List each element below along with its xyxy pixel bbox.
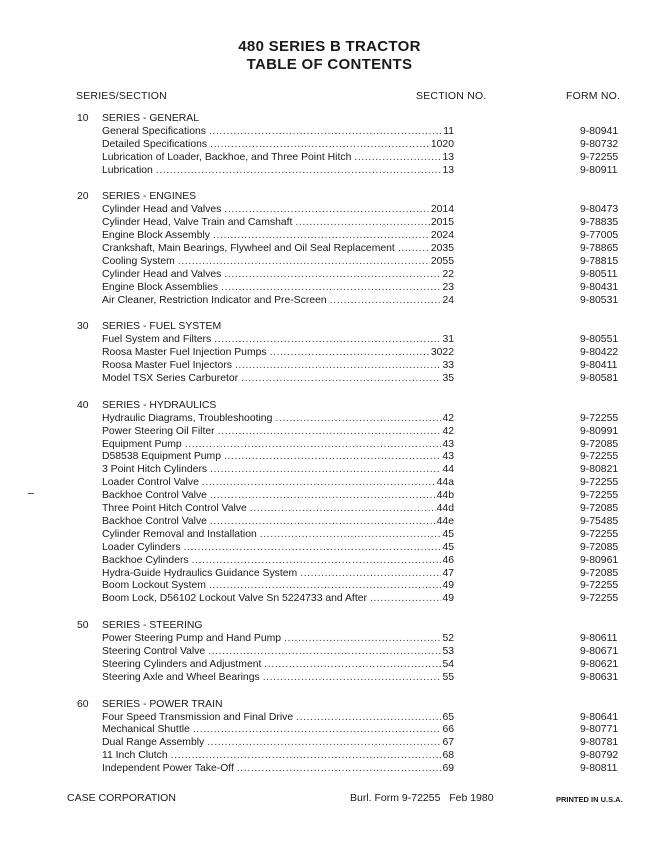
entry-title: Loader Control Valve	[102, 477, 199, 489]
entry-form-number: 9-72255	[580, 151, 619, 163]
entry-section-number: 49	[442, 593, 454, 605]
toc-entry	[0, 347, 659, 360]
entry-title: Backhoe Cylinders	[102, 554, 189, 566]
toc-section	[0, 699, 659, 776]
entry-section-number: 55	[442, 671, 454, 683]
entry-section-number: 2035	[430, 243, 454, 255]
toc-entry	[0, 269, 659, 282]
entry-title: Roosa Master Fuel Injectors	[102, 360, 232, 372]
column-header-form: FORM NO.	[566, 90, 621, 102]
entry-title: Four Speed Transmission and Final Drive	[102, 711, 294, 723]
entry-form-number: 9-72255	[580, 580, 619, 592]
section-title: SERIES - GENERAL	[102, 113, 200, 124]
section-heading	[0, 620, 659, 633]
footer-printed: PRINTED IN U.S.A.	[556, 795, 623, 804]
section-heading	[0, 191, 659, 204]
toc-entry	[0, 593, 659, 606]
toc-entry	[0, 282, 659, 295]
entry-title: Engine Block Assemblies	[102, 281, 219, 293]
entry-title: Backhoe Control Valve	[102, 515, 207, 527]
entry-section-number: 44e	[436, 515, 454, 527]
toc-entry	[0, 243, 659, 256]
dot-leader	[185, 439, 442, 452]
margin-mark	[28, 493, 34, 494]
entry-form-number: 9-80473	[580, 204, 619, 216]
entry-form-number: 9-80961	[580, 554, 619, 566]
dot-leader	[210, 516, 436, 529]
toc-entry	[0, 477, 659, 490]
entry-form-number: 9-78865	[580, 243, 619, 255]
toc-entry	[0, 672, 659, 685]
toc-entry	[0, 516, 659, 529]
column-header-series: SERIES/SECTION	[76, 90, 167, 102]
entry-title: Cylinder Removal and Installation	[102, 528, 257, 540]
dot-leader	[295, 217, 429, 230]
entry-form-number: 9-80411	[580, 360, 618, 372]
section-heading	[0, 321, 659, 334]
entry-section-number: 3022	[430, 347, 454, 359]
entry-title: Fuel System and Filters	[102, 334, 212, 346]
entry-section-number: 13	[442, 164, 454, 176]
dot-leader	[224, 451, 441, 464]
entry-title: Air Cleaner, Restriction Indicator and Pre-Screen	[102, 294, 327, 306]
toc-entry	[0, 126, 659, 139]
section-title: SERIES - ENGINES	[102, 191, 197, 203]
document-subtitle: TABLE OF CONTENTS	[246, 56, 413, 73]
entry-section-number: 42	[442, 412, 454, 424]
entry-form-number: 9-72085	[580, 541, 619, 553]
toc-entry	[0, 763, 659, 776]
toc-entry	[0, 542, 659, 555]
section-heading	[0, 400, 659, 413]
entry-title: Three Point Hitch Control Valve	[102, 503, 247, 515]
toc-entry	[0, 555, 659, 568]
dot-leader	[224, 269, 441, 282]
entry-section-number: 44d	[436, 503, 454, 515]
section-title: SERIES - STEERING	[102, 620, 203, 632]
entry-form-number: 9-80511	[580, 268, 618, 280]
toc-entry	[0, 451, 659, 464]
dot-leader	[184, 542, 442, 555]
entry-form-number: 9-80422	[580, 347, 619, 359]
entry-form-number: 9-80551	[580, 334, 619, 346]
section-number: 60	[77, 698, 89, 710]
dot-leader	[296, 712, 441, 725]
entry-section-number: 2015	[430, 217, 454, 229]
entry-section-number: 49	[442, 580, 454, 592]
toc-entry	[0, 712, 659, 725]
entry-title: Steering Cylinders and Adjustment	[102, 658, 262, 670]
dot-leader	[260, 529, 442, 542]
entry-form-number: 9-80781	[580, 737, 619, 749]
entry-section-number: 44	[442, 464, 454, 476]
entry-form-number: 9-80581	[580, 373, 619, 385]
dot-leader	[264, 659, 441, 672]
entry-section-number: 45	[442, 528, 454, 540]
dot-leader	[192, 555, 442, 568]
dot-leader	[235, 360, 442, 373]
dot-leader	[193, 724, 442, 737]
section-title: SERIES - HYDRAULICS	[102, 399, 217, 411]
entry-form-number: 9-72255	[580, 477, 619, 489]
dot-leader	[210, 139, 430, 152]
section-number: 30	[77, 321, 89, 333]
entry-title: 3 Point Hitch Cylinders	[102, 464, 208, 476]
entry-form-number: 9-80671	[580, 645, 619, 657]
dot-leader	[209, 126, 442, 139]
entry-title: General Specifications	[102, 125, 206, 137]
toc-entry	[0, 464, 659, 477]
toc-entry	[0, 373, 659, 386]
table-of-contents	[0, 113, 659, 790]
entry-form-number: 9-80991	[580, 425, 619, 437]
dot-leader	[208, 646, 441, 659]
entry-section-number: 33	[442, 360, 454, 372]
section-number: 40	[77, 399, 89, 411]
entry-title: Crankshaft, Main Bearings, Flywheel and Oil Seal Replacement	[102, 243, 395, 255]
toc-section	[0, 400, 659, 606]
entry-title: Cylinder Head, Valve Train and Camshaft	[102, 217, 293, 229]
entry-form-number: 9-80431	[580, 281, 619, 293]
entry-form-number: 9-72085	[580, 567, 619, 579]
entry-section-number: 2055	[430, 255, 454, 267]
toc-entry	[0, 439, 659, 452]
entry-section-number: 67	[442, 737, 454, 749]
entry-form-number: 9-80811	[580, 763, 618, 775]
footer-corporation: CASE CORPORATION	[67, 792, 176, 804]
entry-section-number: 44b	[436, 490, 454, 502]
entry-title: Steering Control Valve	[102, 645, 206, 657]
entry-title: Detailed Specifications	[102, 138, 208, 150]
dot-leader	[214, 334, 441, 347]
toc-entry	[0, 139, 659, 152]
dot-leader	[210, 464, 441, 477]
entry-section-number: 68	[442, 750, 454, 762]
entry-section-number: 24	[442, 294, 454, 306]
entry-form-number: 9-72085	[580, 438, 619, 450]
entry-form-number: 9-78835	[580, 217, 619, 229]
entry-section-number: 42	[442, 425, 454, 437]
toc-entry	[0, 217, 659, 230]
entry-section-number: 2024	[430, 230, 454, 242]
entry-title: Equipment Pump	[102, 438, 182, 450]
entry-section-number: 53	[442, 645, 454, 657]
toc-section	[0, 113, 659, 177]
dot-leader	[202, 477, 436, 490]
toc-entry	[0, 295, 659, 308]
document-title: 480 SERIES B TRACTOR	[238, 38, 421, 55]
section-number: 10	[77, 113, 89, 124]
entry-form-number: 9-80621	[580, 658, 619, 670]
entry-section-number: 43	[442, 438, 454, 450]
entry-section-number: 43	[442, 451, 454, 463]
entry-title: D58538 Equipment Pump	[102, 451, 221, 463]
dot-leader	[275, 413, 441, 426]
entry-title: Hydraulic Diagrams, Troubleshooting	[102, 412, 273, 424]
entry-form-number: 9-75485	[580, 515, 619, 527]
dot-leader	[263, 672, 442, 685]
entry-form-number: 9-72255	[580, 593, 619, 605]
entry-title: Independent Power Take-Off	[102, 763, 234, 775]
entry-section-number: 2014	[430, 204, 454, 216]
entry-section-number: 46	[442, 554, 454, 566]
entry-section-number: 35	[442, 373, 454, 385]
toc-entry	[0, 646, 659, 659]
toc-entry	[0, 750, 659, 763]
entry-title: Model TSX Series Carburetor	[102, 373, 239, 385]
entry-form-number: 9-72085	[580, 503, 619, 515]
section-heading	[0, 699, 659, 712]
entry-section-number: 54	[442, 658, 454, 670]
toc-entry	[0, 413, 659, 426]
entry-title: Power Steering Pump and Hand Pump	[102, 633, 282, 645]
entry-title: Hydra-Guide Hydraulics Guidance System	[102, 567, 298, 579]
toc-entry	[0, 230, 659, 243]
entry-section-number: 69	[442, 763, 454, 775]
toc-section	[0, 620, 659, 684]
entry-form-number: 9-72255	[580, 528, 619, 540]
entry-title: Mechanical Shuttle	[102, 724, 190, 736]
section-title: SERIES - FUEL SYSTEM	[102, 321, 222, 333]
dot-leader	[398, 243, 430, 256]
entry-title: Cylinder Head and Valves	[102, 204, 222, 216]
dot-leader	[213, 230, 430, 243]
entry-form-number: 9-80631	[580, 671, 619, 683]
footer-form-info: Burl. Form 9-72255 Feb 1980	[350, 792, 494, 804]
dot-leader	[241, 373, 441, 386]
entry-title: Cooling System	[102, 255, 175, 267]
toc-entry	[0, 633, 659, 646]
dot-leader	[300, 568, 441, 581]
toc-entry	[0, 152, 659, 165]
dot-leader	[224, 204, 430, 217]
dot-leader	[210, 490, 436, 503]
entry-form-number: 9-72255	[580, 412, 619, 424]
dot-leader	[237, 763, 442, 776]
section-number: 50	[77, 620, 89, 632]
section-heading	[0, 113, 659, 126]
section-number: 20	[77, 191, 89, 203]
dot-leader	[221, 282, 441, 295]
entry-form-number: 9-80531	[580, 294, 619, 306]
toc-entry	[0, 490, 659, 503]
dot-leader	[250, 503, 436, 516]
toc-entry	[0, 580, 659, 593]
entry-section-number: 47	[442, 567, 454, 579]
entry-section-number: 31	[442, 334, 454, 346]
toc-entry	[0, 204, 659, 217]
entry-section-number: 66	[442, 724, 454, 736]
entry-title: Lubrication of Loader, Backhoe, and Three Point Hitch	[102, 151, 352, 163]
dot-leader	[171, 750, 442, 763]
entry-form-number: 9-80821	[580, 464, 619, 476]
toc-entry	[0, 426, 659, 439]
entry-form-number: 9-80732	[580, 138, 619, 150]
dot-leader	[354, 152, 441, 165]
column-header-section: SECTION NO.	[416, 90, 487, 102]
entry-form-number: 9-80941	[580, 125, 619, 137]
entry-form-number: 9-72255	[580, 490, 619, 502]
entry-section-number: 1020	[430, 138, 454, 150]
toc-section	[0, 191, 659, 307]
dot-leader	[207, 737, 441, 750]
entry-form-number: 9-78815	[580, 255, 619, 267]
toc-entry	[0, 360, 659, 373]
toc-entry	[0, 724, 659, 737]
entry-form-number: 9-80611	[580, 633, 618, 645]
toc-entry	[0, 503, 659, 516]
entry-section-number: 52	[442, 633, 454, 645]
toc-entry	[0, 334, 659, 347]
dot-leader	[270, 347, 430, 360]
entry-title: Power Steering Oil Filter	[102, 425, 215, 437]
entry-section-number: 65	[442, 711, 454, 723]
entry-form-number: 9-80771	[580, 724, 619, 736]
entry-section-number: 45	[442, 541, 454, 553]
entry-title: Boom Lock, D56102 Lockout Valve Sn 5224733 and After	[102, 593, 367, 605]
entry-title: Loader Cylinders	[102, 541, 181, 553]
dot-leader	[370, 593, 441, 606]
entry-title: 11 Inch Clutch	[102, 750, 168, 762]
entry-title: Cylinder Head and Valves	[102, 268, 222, 280]
entry-section-number: 22	[442, 268, 454, 280]
dot-leader	[209, 580, 441, 593]
entry-section-number: 23	[442, 281, 454, 293]
toc-section	[0, 321, 659, 385]
entry-title: Backhoe Control Valve	[102, 490, 207, 502]
dot-leader	[156, 165, 442, 178]
entry-title: Dual Range Assembly	[102, 737, 205, 749]
dot-leader	[218, 426, 442, 439]
toc-entry	[0, 659, 659, 672]
entry-title: Boom Lockout System	[102, 580, 206, 592]
dot-leader	[284, 633, 441, 646]
entry-form-number: 9-72255	[580, 451, 619, 463]
section-title: SERIES - POWER TRAIN	[102, 698, 223, 710]
entry-title: Engine Block Assembly	[102, 230, 211, 242]
toc-entry	[0, 529, 659, 542]
entry-form-number: 9-80792	[580, 750, 619, 762]
entry-title: Steering Axle and Wheel Bearings	[102, 671, 260, 683]
entry-section-number: 11	[443, 125, 454, 137]
toc-entry	[0, 256, 659, 269]
entry-form-number: 9-80911	[580, 164, 618, 176]
entry-section-number: 13	[442, 151, 454, 163]
entry-title: Lubrication	[102, 164, 153, 176]
entry-form-number: 9-77005	[580, 230, 619, 242]
toc-entry	[0, 737, 659, 750]
entry-form-number: 9-80641	[580, 711, 619, 723]
toc-entry	[0, 165, 659, 178]
entry-title: Roosa Master Fuel Injection Pumps	[102, 347, 267, 359]
dot-leader	[178, 256, 430, 269]
dot-leader	[330, 295, 442, 308]
toc-entry	[0, 568, 659, 581]
entry-section-number: 44a	[436, 477, 454, 489]
